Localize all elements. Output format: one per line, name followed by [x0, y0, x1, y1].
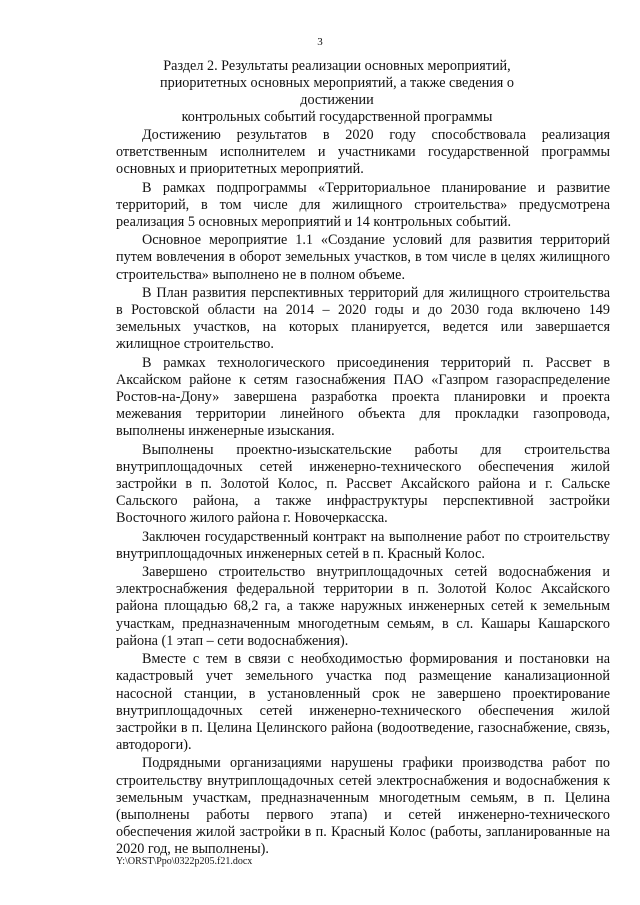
- paragraph: Выполнены проектно-изыскательские работы для строительства внутриплощадочных сетей инженерно-технического обеспечения жилой застройки в п. Золотой Колос, п. Рассвет Аксайского района и г. Сальске Сальского района, а также инфраструктуры перспективной застройки Восточного жилого района г. Новочеркасска.: [116, 441, 610, 527]
- paragraph: Заключен государственный контракт на выполнение работ по строительству внутриплощадочных инженерных сетей в п. Красный Колос.: [116, 528, 610, 562]
- paragraph: Подрядными организациями нарушены графики производства работ по строительству внутриплощадочных сетей электроснабжения и водоснабжения к земельным участкам, предназначенным многодетным семьям, в п. Целина (выполнены работы первого этапа) и сетей инженерно-технического обеспечения жилой застройки в п. Красный Колос (работы, запланированные на 2020 год, не выполнены).: [116, 755, 610, 858]
- paragraph: В План развития перспективных территорий для жилищного строительства в Ростовской области на 2014 – 2020 годы и до 2030 года включено 149 земельных участков, на которых планируется, ведется или завершается жилищное строительство.: [116, 284, 610, 353]
- paragraph: В рамках технологического присоединения территорий п. Рассвет в Аксайском районе к сетям газоснабжения ПАО «Газпром газораспределение Ростов-на-Дону» завершена разработка проекта планировки и проекта межевания территории линейного объекта для прокладки газопровода, выполнены инженерные изыскания.: [116, 354, 610, 440]
- paragraph: Вместе с тем в связи с необходимостью формирования и постановки на кадастровый учет земельного участка под размещение канализационной насосной станции, в установленный срок не завершено проектирование внутриплощадочных сетей инженерно-технического обеспечения жилой застройки в п. Целина Целинского района (водоотведение, газоснабжение, связь, автодороги).: [116, 651, 610, 754]
- paragraph: В рамках подпрограммы «Территориальное планирование и развитие территорий, в том числе для жилищного строительства» предусмотрена реализация 5 основных мероприятий и 14 контрольных событий.: [116, 179, 610, 231]
- page-number: 3: [317, 36, 323, 48]
- section-heading: [130, 58, 544, 126]
- paragraph: Достижению результатов в 2020 году способствовала реализация ответственным исполнителем и участниками государственной программы основных и приоритетных мероприятий.: [116, 127, 610, 178]
- paragraph: Основное мероприятие 1.1 «Создание условий для развития территорий путем вовлечения в оборот земельных участков, в том числе в целях жилищного строительства» выполнено не в полном объеме.: [116, 232, 610, 283]
- section-heading-line: Раздел 2. Результаты реализации основных мероприятий,: [163, 58, 511, 74]
- file-path-footer: Y:\ORST\Ppo\0322p205.f21.docx: [116, 856, 253, 867]
- body-text: [116, 127, 610, 860]
- section-heading-line: контрольных событий государственной программы: [181, 109, 493, 125]
- paragraph: Завершено строительство внутриплощадочных сетей водоснабжения и электроснабжения федеральной территории в п. Золотой Колос Аксайского района площадью 68,2 га, а также наружных инженерных сетей к земельным участкам, предназначенным многодетным семьям, в сл. Кашары Кашарского района (1 этап – сети водоснабжения).: [116, 564, 610, 649]
- section-heading-line: приоритетных основных мероприятий, а также сведения о достижении: [160, 75, 514, 108]
